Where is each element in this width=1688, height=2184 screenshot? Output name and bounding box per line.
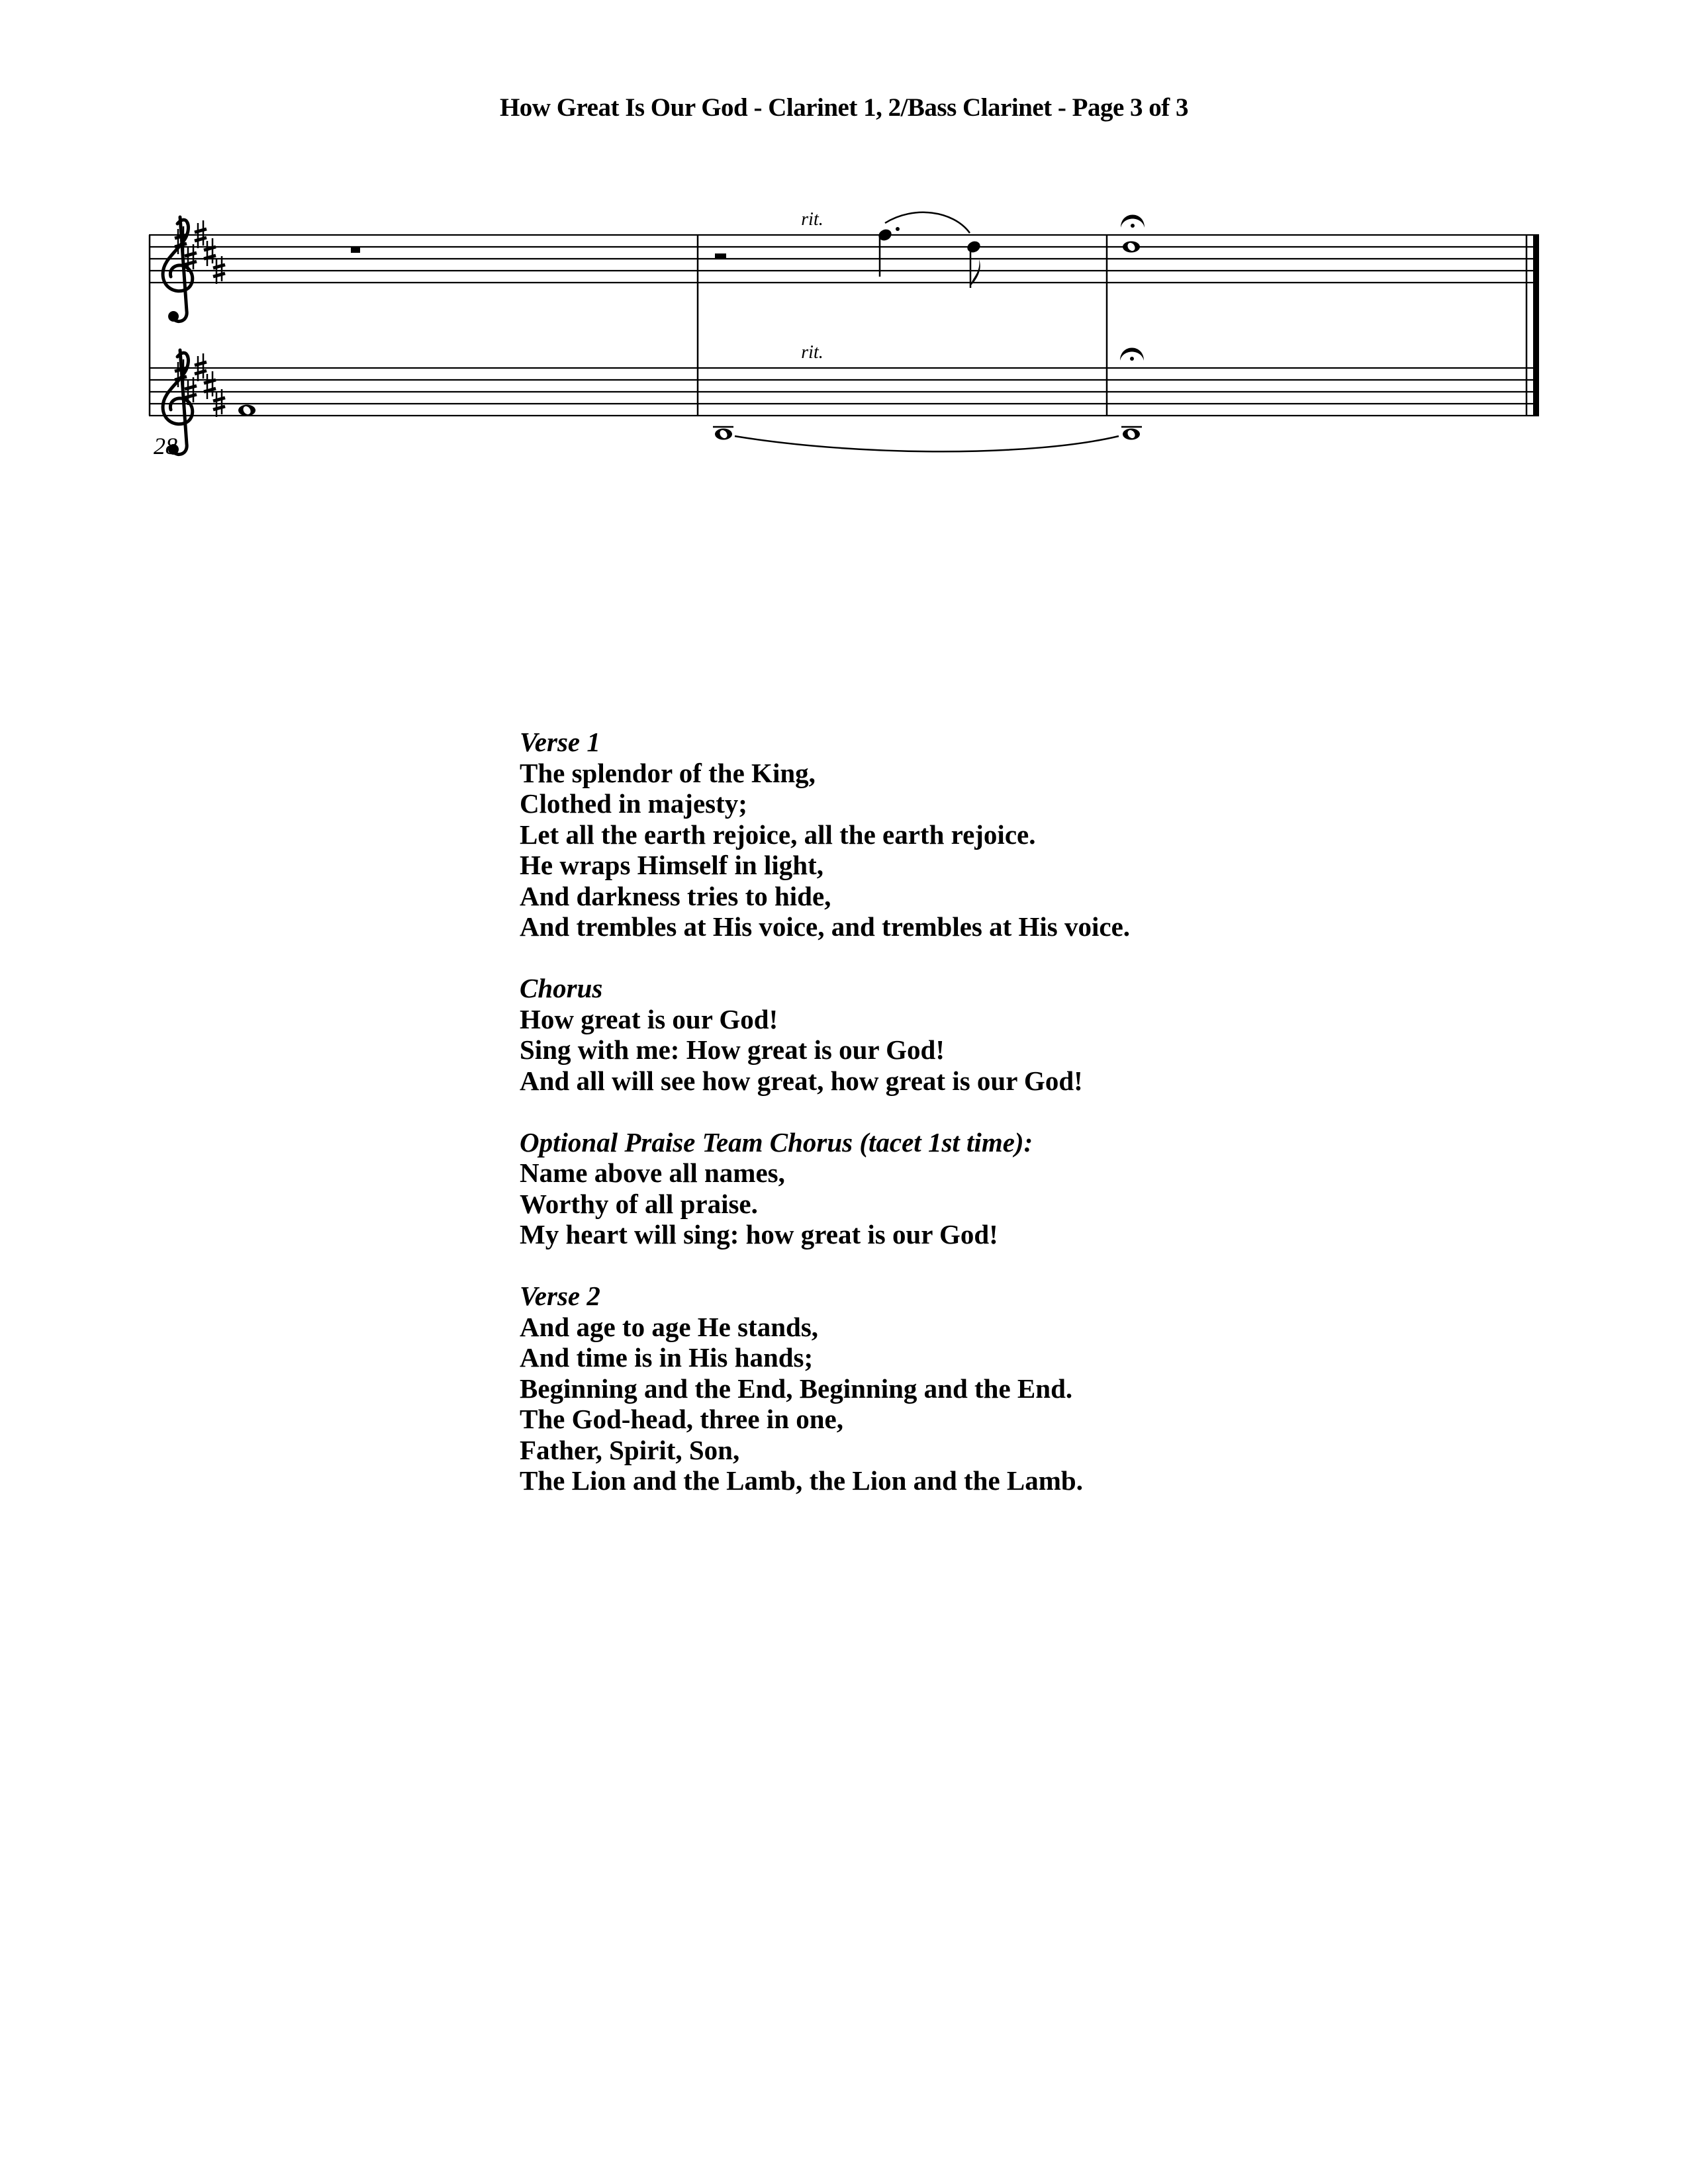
lyrics-block bbox=[520, 727, 1130, 1527]
rit-marking: rit. bbox=[801, 342, 823, 363]
lyric-line: And time is in His hands; bbox=[520, 1342, 814, 1373]
barlines bbox=[150, 234, 1539, 416]
lyric-line: And darkness tries to hide, bbox=[520, 880, 831, 911]
lyric-line: Beginning and the End, Beginning and the End. bbox=[520, 1373, 1073, 1404]
lyrics-section-verse-2 bbox=[520, 1281, 1130, 1496]
lyric-line: Sing with me: How great is our God! bbox=[520, 1034, 945, 1065]
final-barline bbox=[1533, 234, 1539, 416]
fermata-icon bbox=[1120, 348, 1144, 361]
lyric-line: Father, Spirit, Son, bbox=[520, 1434, 740, 1465]
lyric-line: Clothed in majesty; bbox=[520, 788, 747, 819]
page-title: How Great Is Our God - Clarinet 1, 2/Bass Clarinet - Page 3 of 3 bbox=[499, 93, 1189, 122]
lyrics-section-optional-chorus bbox=[520, 1127, 1130, 1250]
lyric-line: The splendor of the King, bbox=[520, 757, 816, 788]
eighth-note-icon bbox=[966, 240, 982, 288]
section-heading: Verse 1 bbox=[520, 727, 600, 757]
lyric-line: The Lion and the Lamb, the Lion and the Lamb. bbox=[520, 1465, 1083, 1496]
lyric-line: And age to age He stands, bbox=[520, 1311, 819, 1342]
lyric-line: And all will see how great, how great is our God! bbox=[520, 1065, 1083, 1096]
lyrics-section-chorus bbox=[520, 973, 1130, 1096]
staff-clarinet-1-2 bbox=[149, 235, 1539, 283]
section-heading: Verse 2 bbox=[520, 1281, 600, 1311]
lyric-line: Name above all names, bbox=[520, 1158, 785, 1188]
tie bbox=[735, 436, 1119, 451]
lyric-line: Let all the earth rejoice, all the earth rejoice. bbox=[520, 819, 1036, 850]
half-rest-icon bbox=[351, 247, 360, 253]
lyric-line: And trembles at His voice, and trembles at His voice. bbox=[520, 911, 1131, 942]
whole-note-icon bbox=[238, 405, 256, 416]
staff-bass-clarinet bbox=[149, 368, 1539, 416]
section-heading: Optional Praise Team Chorus (tacet 1st time): bbox=[520, 1126, 1033, 1158]
measure-number: 28 bbox=[154, 433, 177, 459]
lyric-line: He wraps Himself in light, bbox=[520, 850, 823, 880]
lyrics-section-verse-1 bbox=[520, 727, 1130, 942]
rit-marking: rit. bbox=[801, 209, 823, 230]
lyric-line: Worthy of all praise. bbox=[520, 1188, 758, 1219]
lyric-line: How great is our God! bbox=[520, 1003, 778, 1034]
lyric-line: The God-head, three in one, bbox=[520, 1404, 843, 1434]
whole-note-icon bbox=[715, 429, 732, 440]
section-heading: Chorus bbox=[520, 973, 603, 1003]
half-rest-icon bbox=[715, 253, 726, 259]
whole-note-icon bbox=[1123, 429, 1140, 440]
whole-note-icon bbox=[1123, 242, 1140, 253]
music-score bbox=[0, 0, 1688, 477]
lyric-line: My heart will sing: how great is our God! bbox=[520, 1219, 998, 1250]
fermata-icon bbox=[1121, 215, 1145, 228]
